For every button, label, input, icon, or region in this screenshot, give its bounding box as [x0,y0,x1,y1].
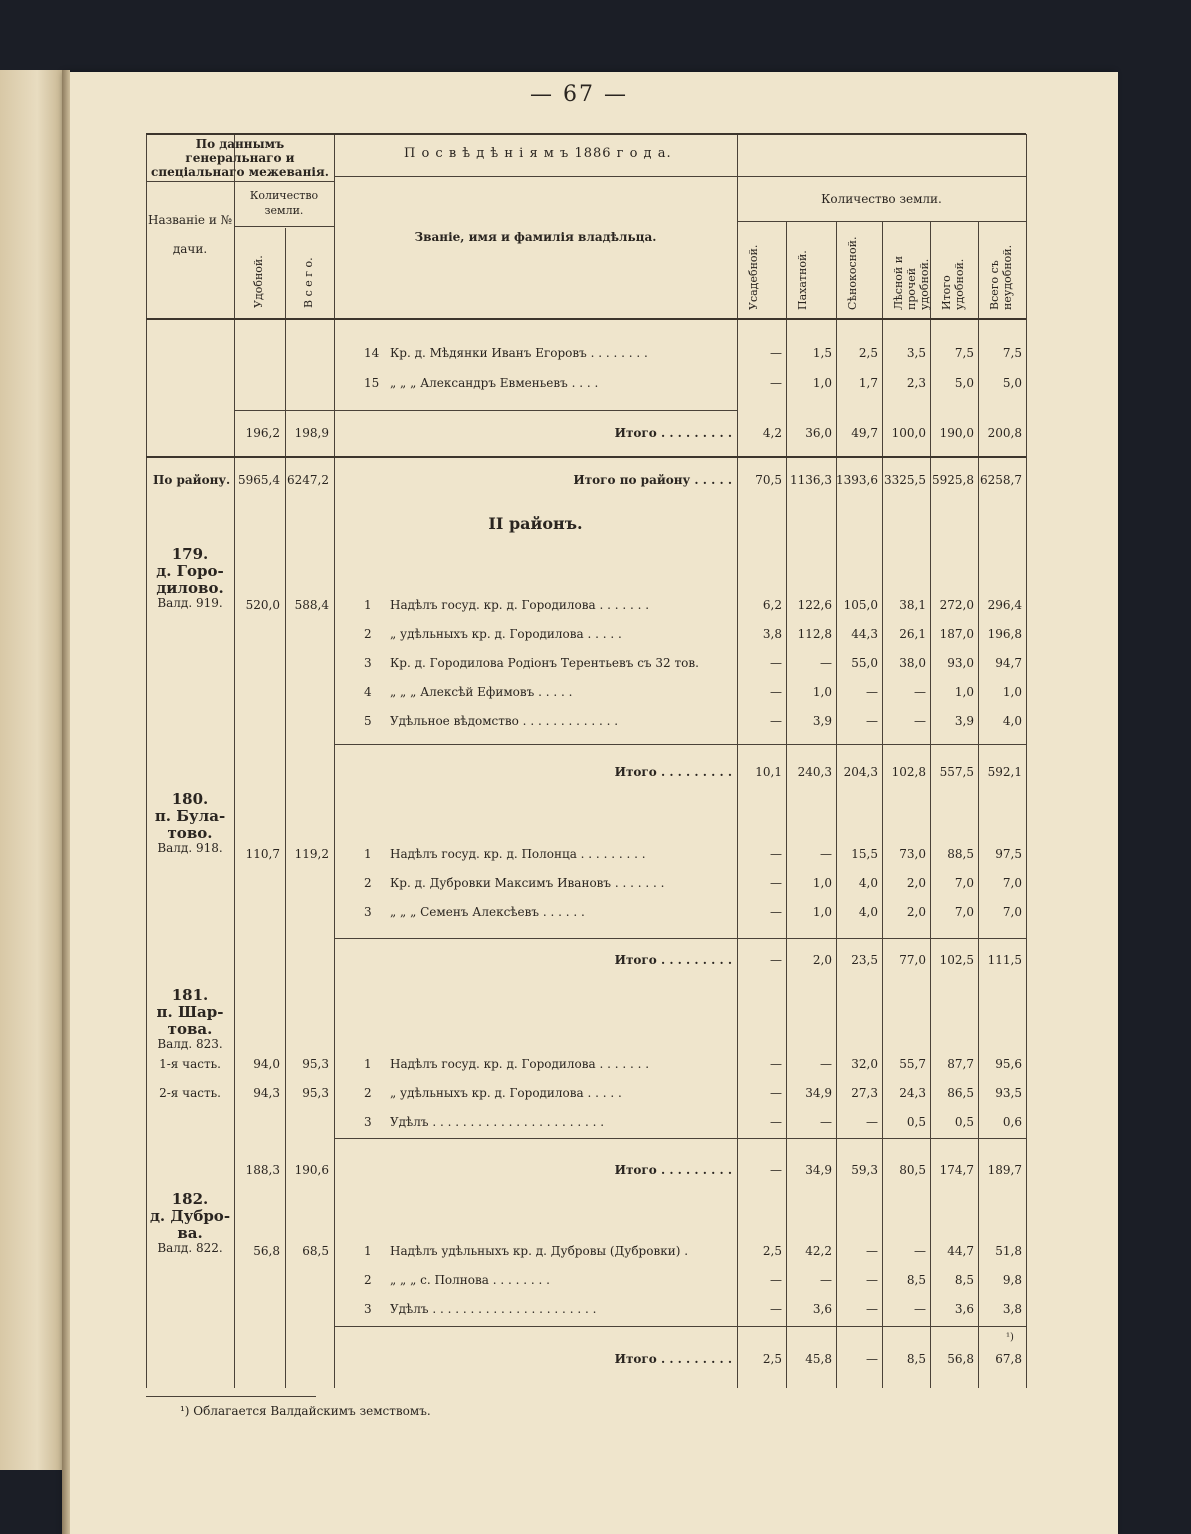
dacha-182-row-number: 3 [364,1302,372,1316]
column-rule [882,222,883,1388]
subtotal-label: Итого . . . . . . . . . [614,426,732,440]
owner-column-header: Званіе, имя и фамилія владѣльца. [414,230,657,244]
dacha-181-row-owner: Удѣлъ . . . . . . . . . . . . . . . . . . . . . . . [390,1115,605,1129]
dacha-182-total: 68,5 [302,1244,329,1258]
column-rule [737,134,738,1388]
dacha-180-row-value: 2,0 [906,905,926,919]
subtotal-rule [334,1138,1026,1139]
subtotal-value: 200,8 [987,426,1022,440]
dacha-181-total-value: — [770,1163,782,1177]
dacha-180-convenient: 110,7 [245,847,280,861]
dacha-179-row-value: 3,9 [954,714,974,728]
dacha-179-row-value: 187,0 [939,627,974,641]
district-total-value: 1393,6 [836,473,878,487]
district-total-value: 6258,7 [980,473,1022,487]
dacha-182-row-value: — [914,1244,926,1258]
dacha-181-row-value: 0,5 [954,1115,974,1129]
subtotal-value: 190,0 [939,426,974,440]
dacha-179-row-value: 105,0 [843,598,878,612]
dacha-181-line: Валд. 823. [157,1037,223,1051]
total-column-header: В с е г о. [302,257,315,308]
dacha-181-row-value: 55,7 [899,1057,926,1071]
dacha-179-total-value: 204,3 [843,765,878,779]
dacha-179-row-number: 4 [364,685,372,699]
subtotal-rule [334,1326,1026,1327]
dacha-179-row-value: 6,2 [762,598,782,612]
dacha-182-note-mark: ¹) [1006,1332,1014,1343]
header-rule [737,221,1026,222]
dacha-182-total-value: 2,5 [762,1352,782,1366]
dacha-182-row-value: 8,5 [906,1273,926,1287]
dacha-179-row-owner: Надѣлъ госуд. кр. д. Городилова . . . . . . . [390,598,650,612]
dacha-181-row-value: — [866,1115,878,1129]
dacha-180-total-value: 111,5 [987,953,1022,967]
column-rule [930,222,931,1388]
dacha-180-row-owner: Надѣлъ госуд. кр. д. Полонца . . . . . . . . . [390,847,646,861]
row-14-owner: Кр. д. Мѣдянки Иванъ Егоровъ . . . . . . . . [390,346,648,360]
dacha-179-row-value: — [820,656,832,670]
dacha-179-row-value: 3,8 [762,627,782,641]
dacha-179-row-value: 93,0 [947,656,974,670]
dacha-179-row-owner: „ „ „ Алексѣй Ефимовъ . . . . . [390,685,573,699]
row-14-value: — [770,346,782,360]
header-rule [146,181,334,182]
dacha-179-row-owner: Удѣльное вѣдомство . . . . . . . . . . . . . [390,714,619,728]
dacha-180-row-number: 3 [364,905,372,919]
district-total-label: Итого по району . . . . . [573,473,732,487]
quantity-header: Количество земли. [249,189,319,217]
district-total-value: 70,5 [755,473,782,487]
dacha-181-row-value: 34,9 [805,1086,832,1100]
subtotal-value: 4,2 [762,426,782,440]
dacha-182-row-value: 2,5 [762,1244,782,1258]
column-rule [334,134,335,1388]
dacha-179-row-value: 122,6 [797,598,832,612]
dacha-180-row-value: — [820,847,832,861]
dacha-181-row-owner: „ удѣльныхъ кр. д. Городилова . . . . . [390,1086,622,1100]
dacha-181-row-value: 87,7 [947,1057,974,1071]
dacha-181-total-value: 80,5 [899,1163,926,1177]
convenient-column-header: Удобной. [252,255,265,308]
dacha-181-row-value: 95,6 [995,1057,1022,1071]
dacha-182-line: Валд. 822. [157,1241,223,1255]
row-15-value: — [770,376,782,390]
dacha-179-row-value: 1,0 [954,685,974,699]
header-rule [334,176,1026,177]
dacha-181-row-value: 0,6 [1002,1115,1022,1129]
column-rule [786,222,787,1388]
left-header-title: По даннымъ генеральнаго и спеціальнаго межеванія. [151,137,329,179]
right-header-title: П о с в ѣ д ѣ н і я м ъ 1886 г о д а. [404,146,672,161]
row-15-number: 15 [364,376,380,390]
dacha-180-row-value: — [770,876,782,890]
dacha-179-total-value: 592,1 [987,765,1022,779]
dacha-180-row-value: 88,5 [947,847,974,861]
dacha-180-line: 180. [171,790,209,808]
dacha-180-row-value: 7,0 [1002,876,1022,890]
column-rule [234,134,235,1388]
district-total-name: По району. [153,473,231,487]
dacha-179-row-value: — [866,714,878,728]
dacha-180-row-value: 73,0 [899,847,926,861]
subtotal-convenient: 196,2 [245,426,280,440]
dacha-182-row-value: 9,8 [1002,1273,1022,1287]
dacha-182-row-value: 3,6 [812,1302,832,1316]
dacha-180-row-value: — [770,847,782,861]
dacha-179-row-value: 38,1 [899,598,926,612]
dacha-181-row-value: 32,0 [851,1057,878,1071]
column-rule [836,222,837,1388]
page-number: — 67 — [530,82,628,107]
dacha-180-line: тово. [167,824,213,842]
subtotal-rule [234,410,334,411]
row-14-number: 14 [364,346,380,360]
row-14-value: 3,5 [906,346,926,360]
district-total-total: 6247,2 [287,473,329,487]
dacha-179-row-owner: Кр. д. Городилова Родіонъ Терентьевъ съ 32 тов. [390,656,699,670]
dacha-180-total: 119,2 [294,847,329,861]
dacha-181-row-value: 0,5 [906,1115,926,1129]
dacha-180-line: Валд. 918. [157,841,223,855]
dacha-181-row-number: 1 [364,1057,372,1071]
dacha-179-row-number: 2 [364,627,372,641]
row-15-value: 1,7 [858,376,878,390]
name-column-header: Названіе и № дачи. [148,213,232,256]
dacha-181-row-value: — [820,1115,832,1129]
dacha-179-row-number: 3 [364,656,372,670]
dacha-182-convenient: 56,8 [253,1244,280,1258]
dacha-180-row-value: 97,5 [995,847,1022,861]
dacha-182-row-value: 3,6 [954,1302,974,1316]
dacha-181-part2-convenient: 94,3 [253,1086,280,1100]
dacha-179-row-value: 112,8 [797,627,832,641]
dacha-181-row-owner: Надѣлъ госуд. кр. д. Городилова . . . . . . . [390,1057,650,1071]
dacha-180-total-value: 2,0 [812,953,832,967]
dacha-179-row-value: — [770,685,782,699]
dacha-181-total-value: 34,9 [805,1163,832,1177]
dacha-180-row-value: 2,0 [906,876,926,890]
column-rule [1026,134,1027,1388]
dacha-180-row-value: 4,0 [858,905,878,919]
dacha-179-row-value: 38,0 [899,656,926,670]
dacha-181-part2-total: 95,3 [302,1086,329,1100]
dacha-179-total-value: 102,8 [891,765,926,779]
dacha-182-row-value: — [770,1302,782,1316]
dacha-182-row-value: — [914,1302,926,1316]
dacha-179-convenient: 520,0 [245,598,280,612]
subcolumn-header-5: Всего съ неудобной. [988,244,1014,310]
header-bottom-rule [146,318,1026,320]
dacha-181-total-value: 189,7 [987,1163,1022,1177]
district-total-value: 1136,3 [790,473,832,487]
footnote: ¹) Облагается Валдайскимъ земствомъ. [180,1404,431,1418]
district-total-convenient: 5965,4 [238,473,280,487]
dacha-180-row-value: 1,0 [812,876,832,890]
dacha-179-row-number: 5 [364,714,372,728]
dacha-179-line: дилово. [156,579,224,597]
district-heading: II районъ. [488,514,583,533]
dacha-182-row-owner: Удѣлъ . . . . . . . . . . . . . . . . . . . . . . [390,1302,597,1316]
dacha-179-row-value: — [770,714,782,728]
dacha-182-row-value: 8,5 [954,1273,974,1287]
column-rule [978,222,979,1388]
dacha-179-row-value: 55,0 [851,656,878,670]
row-14-value: 7,5 [954,346,974,360]
column-rule [285,228,286,1388]
district-total-value: 5925,8 [932,473,974,487]
dacha-181-part1-convenient: 94,0 [253,1057,280,1071]
subtotal-value: 100,0 [891,426,926,440]
dacha-181-row-value: 24,3 [899,1086,926,1100]
dacha-180-row-number: 1 [364,847,372,861]
dacha-179-total-label: Итого . . . . . . . . . [614,765,732,779]
dacha-180-row-value: 15,5 [851,847,878,861]
dacha-179-total-value: 240,3 [797,765,832,779]
subcolumn-header-1: Пахатной. [796,250,809,310]
dacha-182-row-value: 42,2 [805,1244,832,1258]
dacha-179-line: д. Горо- [156,562,224,580]
dacha-180-total-value: 23,5 [851,953,878,967]
subtotal-total: 198,9 [294,426,329,440]
district-total-value: 3325,5 [884,473,926,487]
row-15-value: 5,0 [954,376,974,390]
dacha-180-total-label: Итого . . . . . . . . . [614,953,732,967]
dacha-182-row-owner: Надѣлъ удѣльныхъ кр. д. Дубровы (Дубровки) . [390,1244,689,1258]
dacha-182-total-value: — [866,1352,878,1366]
dacha-181-row-value: — [770,1057,782,1071]
row-14-value: 2,5 [858,346,878,360]
subtotal-rule [334,938,1026,939]
dacha-180-row-value: — [770,905,782,919]
dacha-179-row-value: 1,0 [812,685,832,699]
dacha-181-total-convenient: 188,3 [245,1163,280,1177]
dacha-181-row-value: — [820,1057,832,1071]
dacha-181-row-value: 86,5 [947,1086,974,1100]
dacha-181-row-value: — [770,1086,782,1100]
dacha-181-row-number: 2 [364,1086,372,1100]
dacha-180-line: п. Була- [154,807,226,825]
dacha-181-row-value: 27,3 [851,1086,878,1100]
dacha-179-row-value: 44,3 [851,627,878,641]
dacha-179-row-value: — [770,656,782,670]
dacha-179-row-number: 1 [364,598,372,612]
row-15-value: 1,0 [812,376,832,390]
dacha-182-total-label: Итого . . . . . . . . . [614,1352,732,1366]
dacha-180-row-value: 4,0 [858,876,878,890]
subtotal-value: 49,7 [851,426,878,440]
dacha-181-row-value: 93,5 [995,1086,1022,1100]
dacha-181-part-2: 2-я часть. [159,1086,221,1100]
top-rule [146,133,1026,135]
dacha-181-total-value: 59,3 [851,1163,878,1177]
row-15-value: 5,0 [1002,376,1022,390]
row-15-owner: „ „ „ Александръ Евменьевъ . . . . [390,376,599,390]
dacha-182-row-value: 51,8 [995,1244,1022,1258]
dacha-181-part-1: 1-я часть. [159,1057,221,1071]
dacha-182-total-value: 56,8 [947,1352,974,1366]
row-14-value: 7,5 [1002,346,1022,360]
dacha-179-row-value: — [914,685,926,699]
dacha-180-row-value: 1,0 [812,905,832,919]
dacha-180-row-value: 7,0 [1002,905,1022,919]
dacha-182-line: ва. [177,1224,203,1242]
dacha-180-total-value: — [770,953,782,967]
dacha-181-line: 181. [171,986,209,1004]
subcolumn-header-4: Итого удобной. [940,258,966,310]
dacha-181-total-value: 174,7 [939,1163,974,1177]
subtotal-rule [334,744,1026,745]
dacha-182-row-number: 1 [364,1244,372,1258]
dacha-182-row-value: 44,7 [947,1244,974,1258]
dacha-180-total-value: 102,5 [939,953,974,967]
dacha-179-row-value: — [866,685,878,699]
dacha-181-total-label: Итого . . . . . . . . . [614,1163,732,1177]
dacha-182-line: д. Дубро- [149,1207,231,1225]
dacha-180-row-owner: Кр. д. Дубровки Максимъ Ивановъ . . . . . . . [390,876,665,890]
dacha-179-row-value: 3,9 [812,714,832,728]
dacha-182-line: 182. [171,1190,209,1208]
dacha-182-row-value: — [866,1244,878,1258]
dacha-179-row-value: 196,8 [987,627,1022,641]
dacha-181-line: п. Шар- [156,1003,224,1021]
dacha-181-line: това. [167,1020,213,1038]
dacha-179-row-value: 4,0 [1002,714,1022,728]
dacha-181-row-number: 3 [364,1115,372,1129]
section-rule [146,456,1026,458]
dacha-182-row-value: — [866,1273,878,1287]
dacha-180-total-value: 77,0 [899,953,926,967]
subcolumn-header-2: Сѣнокосной. [846,236,859,310]
dacha-179-row-value: 296,4 [987,598,1022,612]
dacha-182-total-value: 8,5 [906,1352,926,1366]
subcolumn-header-0: Усадебной. [747,244,760,310]
dacha-180-row-owner: „ „ „ Семенъ Алексѣевъ . . . . . . [390,905,585,919]
dacha-182-row-number: 2 [364,1273,372,1287]
dacha-180-row-number: 2 [364,876,372,890]
subtotal-value: 36,0 [805,426,832,440]
dacha-179-row-owner: „ удѣльныхъ кр. д. Городилова . . . . . [390,627,622,641]
dacha-179-row-value: — [914,714,926,728]
row-14-value: 1,5 [812,346,832,360]
dacha-182-row-owner: „ „ „ с. Полнова . . . . . . . . [390,1273,550,1287]
dacha-181-total-total: 190,6 [294,1163,329,1177]
dacha-180-row-value: 7,0 [954,876,974,890]
dacha-179-row-value: 1,0 [1002,685,1022,699]
dacha-182-total-value: 67,8 [995,1352,1022,1366]
dacha-181-row-value: — [770,1115,782,1129]
dacha-182-row-value: — [820,1273,832,1287]
dacha-179-total-value: 10,1 [755,765,782,779]
dacha-179-line: Валд. 919. [157,596,223,610]
dacha-179-total-value: 557,5 [939,765,974,779]
row-15-value: 2,3 [906,376,926,390]
quantity-header-right: Количество земли. [821,192,942,206]
dacha-179-row-value: 94,7 [995,656,1022,670]
dacha-181-part1-total: 95,3 [302,1057,329,1071]
dacha-182-row-value: — [866,1302,878,1316]
dacha-179-total: 588,4 [294,598,329,612]
dacha-182-row-value: — [770,1273,782,1287]
dacha-179-row-value: 272,0 [939,598,974,612]
dacha-179-row-value: 26,1 [899,627,926,641]
dacha-179-line: 179. [171,545,209,563]
subtotal-rule [334,410,737,411]
dacha-182-total-value: 45,8 [805,1352,832,1366]
dacha-182-row-value: 3,8 [1002,1302,1022,1316]
header-rule [234,226,334,227]
footnote-rule [146,1396,316,1397]
subcolumn-header-3: Лѣсной и прочей удобной. [892,255,931,310]
dacha-180-row-value: 7,0 [954,905,974,919]
